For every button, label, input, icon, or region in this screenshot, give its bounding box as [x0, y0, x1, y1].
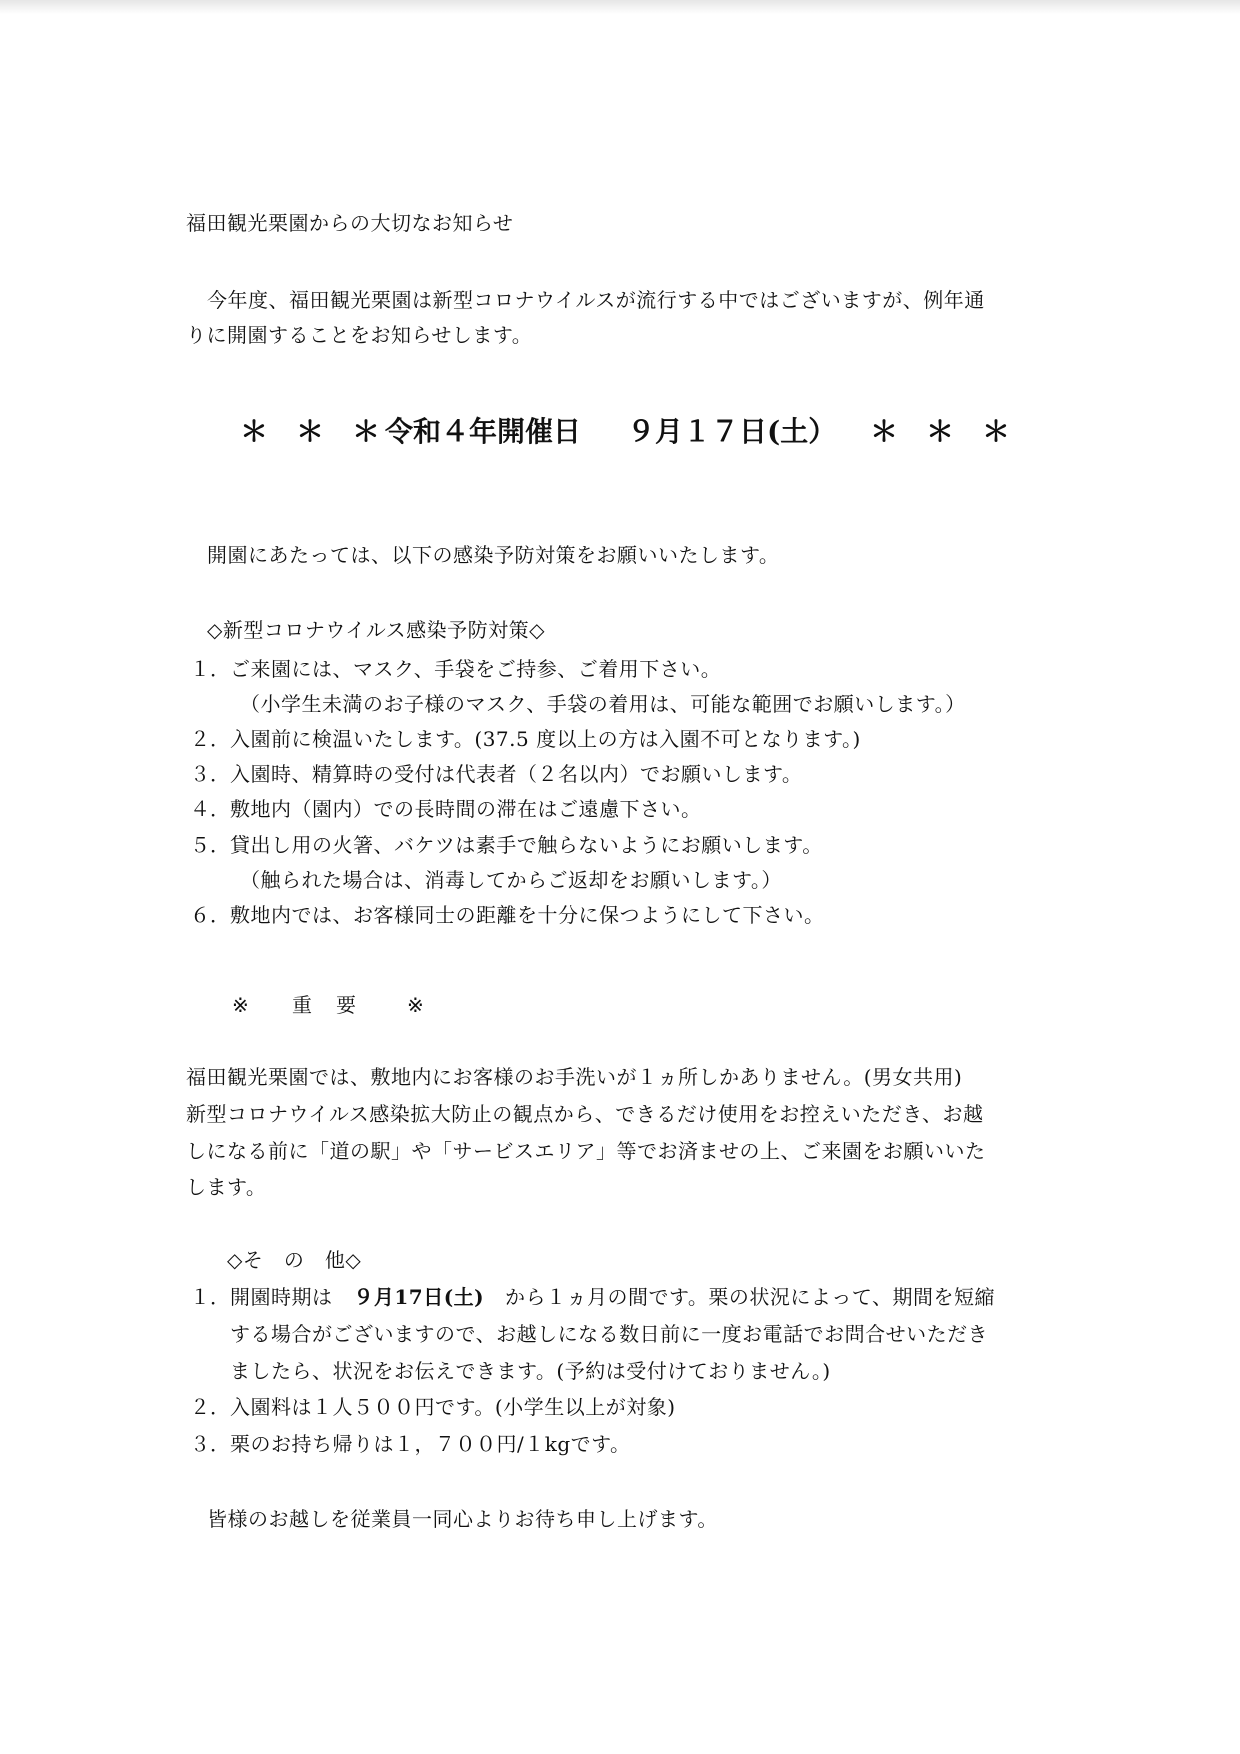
- important-label: 重 要: [292, 993, 358, 1017]
- measure-text: 入園時、精算時の受付は代表者（２名以内）でお願いします。: [230, 762, 803, 786]
- measure-text: 敷地内では、お客様同士の距離を十分に保つようにして下さい。: [230, 903, 825, 927]
- measure-number: ２．: [190, 727, 230, 751]
- other-number: ２．: [190, 1395, 230, 1419]
- opening-period-label: 開園時期は: [230, 1285, 333, 1309]
- other-text: する場合がございますので、お越しになる数日前に一度お電話でお問合せいただき: [230, 1322, 989, 1346]
- measure-text: 入園前に検温いたします。(37.5 度以上の方は入園不可となります。): [230, 727, 861, 751]
- banner-date: ９月１７日(土）: [627, 415, 837, 448]
- intro-line-1: 今年度、福田観光栗園は新型コロナウイルスが流行する中ではございますが、例年通: [207, 288, 985, 312]
- important-text: します。: [186, 1175, 267, 1199]
- measure-text: 敷地内（園内）での長時間の滞在はご遠慮下さい。: [230, 797, 702, 821]
- other-text: ましたら、状況をお伝えできます。(予約は受付けておりません。): [230, 1359, 831, 1383]
- measure-number: １．: [190, 657, 230, 681]
- measure-number: ６．: [190, 903, 230, 927]
- important-mark-left: ※: [232, 993, 249, 1017]
- closing-line: 皆様のお越しを従業員一同心よりお待ち申し上げます。: [207, 1507, 718, 1531]
- measure-text: 貸出し用の火箸、バケツは素手で触らないようにお願いします。: [230, 833, 823, 857]
- intro-line-2: りに開園することをお知らせします。: [186, 323, 533, 347]
- measure-number: ４．: [190, 797, 230, 821]
- opening-period-text: から１ヵ月の間です。栗の状況によって、期間を短縮: [504, 1285, 995, 1309]
- other-number: １．: [190, 1285, 230, 1309]
- notice-title: 福田観光栗園からの大切なお知らせ: [186, 211, 514, 235]
- stars-left: ＊ ＊ ＊: [240, 415, 381, 448]
- banner-label: 令和４年開催日: [385, 415, 582, 448]
- important-text: しになる前に「道の駅」や「サービスエリア」等でお済ませの上、ご来園をお願いいた: [186, 1139, 986, 1163]
- measure-text: ご来園には、マスク、手袋をご持参、ご着用下さい。: [230, 657, 722, 681]
- other-heading: ◇そ の 他◇: [227, 1248, 362, 1272]
- stars-right: ＊ ＊ ＊: [870, 415, 1011, 448]
- measure-number: ５．: [190, 833, 230, 857]
- important-text: 福田観光栗園では、敷地内にお客様のお手洗いが１ヵ所しかありません。(男女共用): [186, 1065, 963, 1089]
- other-text: [230, 1282, 1090, 1312]
- request-line: 開園にあたっては、以下の感染予防対策をお願いいたします。: [207, 543, 780, 567]
- event-date-banner: [240, 410, 1011, 450]
- measure-number: ３．: [190, 762, 230, 786]
- measure-text: （小学生未満のお子様のマスク、手袋の着用は、可能な範囲でお願いします。）: [240, 692, 966, 716]
- measure-text: （触られた場合は、消毒してからご返却をお願いします。）: [240, 868, 782, 892]
- other-number: ３．: [190, 1432, 230, 1456]
- admission-fee-text: 入園料は１人５００円です。(小学生以上が対象): [230, 1395, 676, 1419]
- important-text: 新型コロナウイルス感染拡大防止の観点から、できるだけ使用をお控えいただき、お越: [186, 1102, 984, 1126]
- opening-date: ９月17日(土): [353, 1285, 485, 1309]
- measures-heading: ◇新型コロナウイルス感染予防対策◇: [207, 618, 546, 642]
- important-mark-right: ※: [407, 993, 424, 1017]
- scan-edge: [0, 0, 1240, 14]
- chestnut-price-text: 栗のお持ち帰りは１，７００円/１kgです。: [230, 1432, 631, 1456]
